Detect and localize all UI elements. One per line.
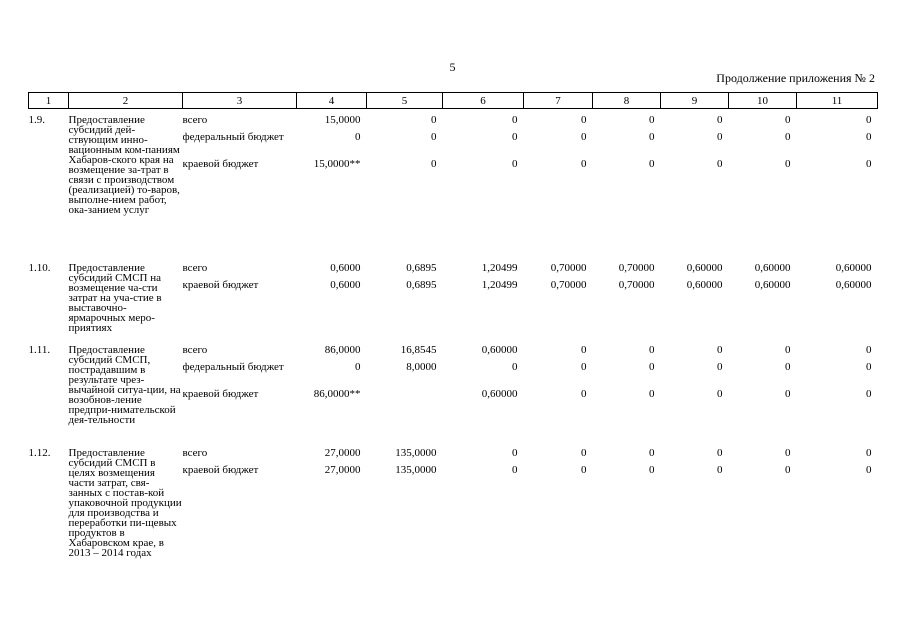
value-cell: 0	[866, 132, 872, 143]
value-cell: 0,60000	[481, 345, 518, 356]
value-cell: 0	[355, 132, 361, 143]
value-cell: 0	[581, 132, 587, 143]
value-cell: 8,0000	[406, 362, 437, 373]
value-cell: 0,70000	[618, 280, 655, 291]
source-label: федеральный бюджет	[182, 362, 284, 373]
continuation-label: Продолжение приложения № 2	[716, 71, 875, 85]
value-cell: 0	[649, 362, 655, 373]
value-cell: 0	[717, 448, 723, 459]
value-cell: 0,60000	[686, 263, 723, 274]
value-cell: 0,6895	[406, 263, 437, 274]
row-number: 1.9.	[28, 114, 45, 126]
row-number: 1.11.	[28, 344, 51, 356]
value-cell: 0	[512, 465, 518, 476]
header-cell: 4	[297, 93, 367, 109]
value-cell: 0	[512, 362, 518, 373]
source-label: всего	[182, 115, 208, 126]
header-cell: 5	[367, 93, 443, 109]
value-cell: 0,60000	[754, 263, 791, 274]
value-cell: 0	[581, 345, 587, 356]
header-row	[29, 93, 878, 109]
value-cell: 0,60000	[835, 263, 872, 274]
value-cell: 0	[717, 362, 723, 373]
value-cell: 0	[866, 345, 872, 356]
value-cell: 0	[649, 465, 655, 476]
header-cell: 9	[661, 93, 729, 109]
source-label: всего	[182, 263, 208, 274]
value-cell: 0,70000	[550, 280, 587, 291]
table-row	[29, 345, 878, 448]
source-label: краевой бюджет	[182, 280, 259, 291]
value-cell: 0,70000	[550, 263, 587, 274]
header-cell: 3	[183, 93, 297, 109]
value-cell: 0	[785, 115, 791, 126]
value-cell: 0,70000	[618, 263, 655, 274]
value-cell: 0	[717, 159, 723, 170]
value-cell: 0	[785, 389, 791, 400]
value-cell: 0	[431, 159, 437, 170]
value-cell: 0	[866, 159, 872, 170]
value-cell: 0,60000	[835, 280, 872, 291]
value-cell: 1,20499	[481, 280, 518, 291]
value-cell: 0	[431, 132, 437, 143]
source-label: краевой бюджет	[182, 159, 259, 170]
value-cell: 0	[785, 345, 791, 356]
value-cell: 0	[581, 159, 587, 170]
value-cell: 0	[649, 115, 655, 126]
value-cell: 0	[512, 159, 518, 170]
table-row	[29, 115, 878, 263]
value-cell: 0	[866, 362, 872, 373]
value-cell: 0	[785, 448, 791, 459]
value-cell: 0	[355, 362, 361, 373]
source-label: краевой бюджет	[182, 465, 259, 476]
row-description: Предоставление субсидий СМСП на возмещение ча-сти затрат на уча-стие в выставочно-ярмарочных меро-приятиях	[68, 262, 162, 334]
value-cell: 0,60000	[686, 280, 723, 291]
table-row	[29, 448, 878, 598]
header-cell: 1	[29, 93, 69, 109]
header-cell: 10	[729, 93, 797, 109]
row-description: Предоставление субсидий СМСП, пострадавшим в результате чрез-вычайной ситуа-ции, на возобнов-ление предпри-нимательской дея-тельности	[68, 344, 181, 426]
value-cell: 0	[785, 465, 791, 476]
value-cell: 0	[866, 465, 872, 476]
value-cell: 0	[649, 389, 655, 400]
appendix-table	[28, 92, 878, 598]
value-cell: 0	[717, 132, 723, 143]
value-cell: 27,0000	[324, 448, 361, 459]
value-cell: 0	[649, 345, 655, 356]
funding-sources	[183, 263, 297, 345]
value-cell: 0	[649, 448, 655, 459]
value-cell: 0	[717, 115, 723, 126]
source-label: федеральный бюджет	[182, 132, 284, 143]
value-cell: 0	[866, 115, 872, 126]
value-cell: 0	[785, 362, 791, 373]
source-label: всего	[182, 448, 208, 459]
value-cell: 0	[785, 132, 791, 143]
value-cell: 86,0000	[324, 345, 361, 356]
value-cell: 0	[649, 132, 655, 143]
row-description: Предоставление субсидий дей-ствующим инно-вационным ком-паниям Хабаров-ского края на возмещение за-трат в связи с производством (реализацией) то-варов, выполне-нием работ, ока-занием услуг	[68, 114, 180, 216]
value-cell: 27,0000	[324, 465, 361, 476]
funding-sources	[183, 345, 297, 448]
source-label: всего	[182, 345, 208, 356]
value-cell: 0,60000	[481, 389, 518, 400]
value-cell: 0,6895	[406, 280, 437, 291]
value-cell: 0	[717, 389, 723, 400]
value-cell: 135,0000	[395, 448, 437, 459]
value-cell: 0,6000	[330, 280, 361, 291]
source-label: краевой бюджет	[182, 389, 259, 400]
value-cell: 0	[717, 345, 723, 356]
value-cell: 0	[581, 465, 587, 476]
value-cell: 86,0000**	[313, 389, 361, 400]
value-cell: 0	[866, 389, 872, 400]
value-cell: 0	[866, 448, 872, 459]
value-cell: 0	[512, 132, 518, 143]
value-cell: 15,0000	[324, 115, 361, 126]
value-cell: 0,6000	[330, 263, 361, 274]
header-cell: 7	[524, 93, 593, 109]
value-cell: 0	[581, 362, 587, 373]
value-cell: 0	[785, 159, 791, 170]
page-number: 5	[449, 60, 456, 74]
header-cell: 2	[69, 93, 183, 109]
value-cell: 135,0000	[395, 465, 437, 476]
value-cell: 0	[581, 115, 587, 126]
value-cell: 0	[512, 115, 518, 126]
value-cell: 0	[581, 448, 587, 459]
funding-sources	[183, 115, 297, 263]
value-cell: 15,0000**	[313, 159, 361, 170]
value-cell: 0	[717, 465, 723, 476]
row-number: 1.12.	[28, 447, 51, 459]
value-cell: 0,60000	[754, 280, 791, 291]
funding-sources	[183, 448, 297, 598]
value-cell: 16,8545	[400, 345, 437, 356]
value-cell: 0	[649, 159, 655, 170]
table-row	[29, 263, 878, 345]
value-cell	[367, 389, 443, 406]
header-cell: 11	[797, 93, 878, 109]
header-cell: 8	[593, 93, 661, 109]
header-cell: 6	[443, 93, 524, 109]
row-number: 1.10.	[28, 262, 51, 274]
value-cell: 0	[512, 448, 518, 459]
value-cell: 0	[431, 115, 437, 126]
row-description: Предоставление субсидий СМСП в целях возмещения части затрат, свя-занных с постав-кой упаковочной продукции для производства и переработки пи-щевых продуктов в Хабаровском крае, в 2013 – 2014 годах	[68, 447, 182, 559]
value-cell: 1,20499	[481, 263, 518, 274]
value-cell: 0	[581, 389, 587, 400]
